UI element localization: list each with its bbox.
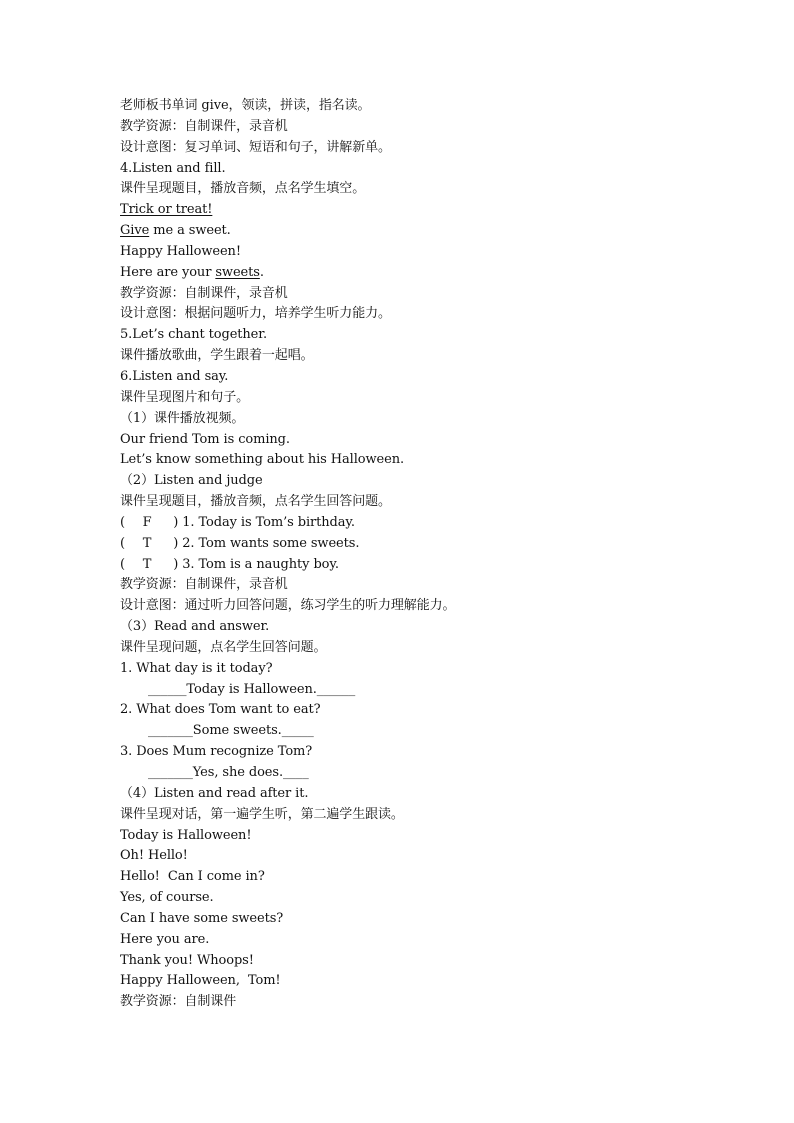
fill-answer: sweets: [215, 264, 260, 280]
dialogue-line: Yes, of course.: [120, 890, 214, 906]
paren-open: (: [120, 556, 125, 572]
text-line: 教学资源：自制课件，录音机: [120, 285, 288, 301]
text-line: 老师板书单词 give，领读，拼读，指名读。: [120, 98, 371, 113]
text-line: Happy Halloween!: [120, 243, 241, 259]
fill-answer-line: Trick or treat!: [120, 202, 213, 218]
judge-answer: T: [142, 556, 152, 572]
judge-statement: ) 3. Tom is a naughty boy.: [173, 556, 339, 572]
fill-line: [120, 221, 740, 242]
judge-statement: ) 1. Today is Tom’s birthday.: [173, 514, 355, 530]
text-line: Our friend Tom is coming.: [120, 431, 290, 447]
judge-statement: ) 2. Tom wants some sweets.: [173, 535, 360, 551]
question: 3. Does Mum recognize Tom?: [120, 744, 313, 760]
judge-answer: T: [142, 535, 152, 551]
fill-text: .: [259, 264, 264, 280]
section-heading: 4.Listen and fill.: [120, 160, 226, 176]
answer: ______Today is Halloween.______: [148, 681, 356, 697]
question: 1. What day is it today?: [120, 660, 273, 676]
paren-open: (: [120, 535, 125, 551]
fill-line: [120, 263, 740, 284]
subsection-heading: （3）Read and answer.: [120, 619, 270, 635]
text-line: 课件呈现题目，播放音频，点名学生填空。: [120, 181, 366, 197]
question: 2. What does Tom want to eat?: [120, 702, 321, 718]
text-line: 教学资源：自制课件，录音机: [120, 577, 288, 593]
text-line: 设计意图：复习单词、短语和句子，讲解新单。: [120, 139, 391, 155]
judge-item: [120, 555, 740, 576]
document-body: [120, 96, 740, 1013]
dialogue-line: Here you are.: [120, 931, 210, 947]
answer: _______Some sweets._____: [148, 723, 314, 739]
text-line: 设计意图：根据问题听力，培养学生听力能力。: [120, 306, 391, 322]
text-line: 课件呈现题目，播放音频，点名学生回答问题。: [120, 494, 391, 510]
section-heading: 5.Let’s chant together.: [120, 327, 267, 343]
dialogue-line: Can I have some sweets?: [120, 910, 284, 926]
fill-answer: Give: [120, 223, 150, 239]
dialogue-line: Hello! Can I come in?: [120, 869, 265, 885]
paren-open: (: [120, 514, 125, 530]
text-line: 课件呈现问题，点名学生回答问题。: [120, 639, 327, 655]
text-line: 课件呈现对话，第一遍学生听，第二遍学生跟读。: [120, 806, 404, 822]
text-line: 课件呈现图片和句子。: [120, 389, 250, 405]
text-line: 教学资源：自制课件，录音机: [120, 118, 288, 134]
judge-item: [120, 513, 740, 534]
text-line: 教学资源：自制课件: [120, 994, 237, 1010]
subsection-heading: （1）课件播放视频。: [120, 410, 245, 426]
judge-item: [120, 534, 740, 555]
subsection-heading: （4）Listen and read after it.: [120, 785, 309, 801]
fill-text: me a sweet.: [149, 223, 231, 239]
dialogue-line: Thank you! Whoops!: [120, 952, 254, 968]
text-line: Let’s know something about his Halloween.: [120, 452, 405, 468]
text-line: 设计意图：通过听力回答问题，练习学生的听力理解能力。: [120, 598, 456, 614]
answer: _______Yes, she does.____: [148, 765, 309, 780]
dialogue-line: Happy Halloween, Tom!: [120, 973, 281, 989]
text-line: 课件播放歌曲，学生跟着一起唱。: [120, 348, 314, 364]
judge-answer: F: [142, 514, 152, 530]
subsection-heading: （2）Listen and judge: [120, 473, 263, 489]
section-heading: 6.Listen and say.: [120, 368, 229, 384]
dialogue-line: Oh! Hello!: [120, 848, 188, 864]
dialogue-line: Today is Halloween!: [120, 827, 252, 843]
fill-text: Here are your: [120, 264, 216, 280]
